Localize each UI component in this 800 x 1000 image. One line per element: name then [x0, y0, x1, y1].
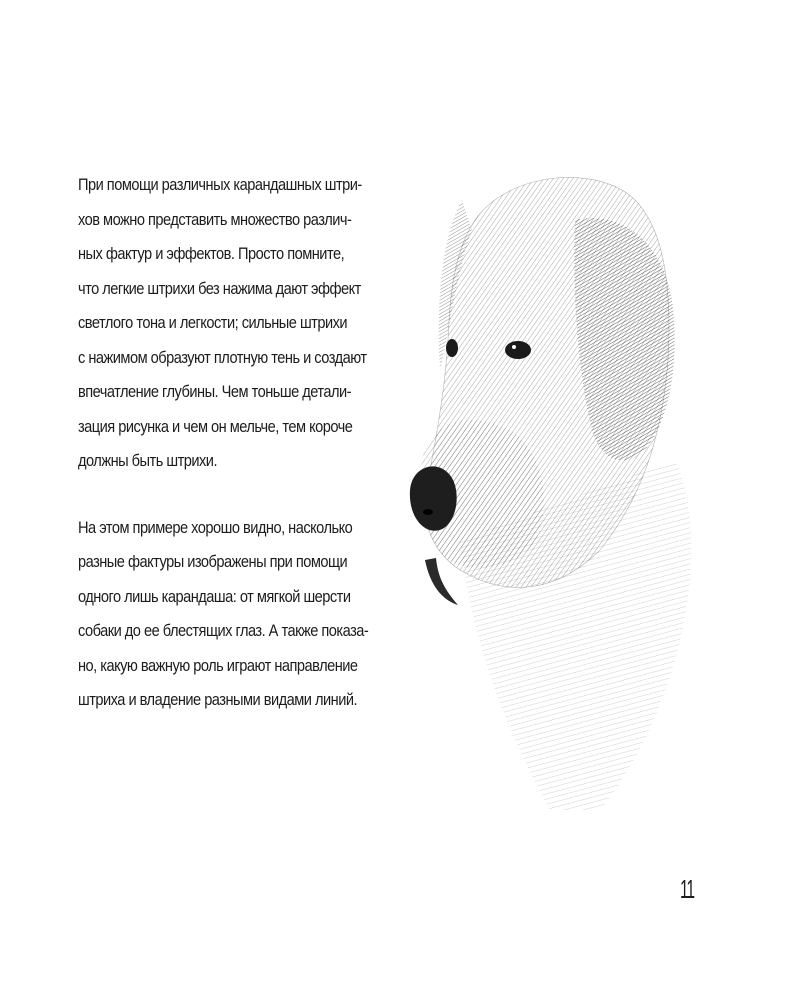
text-line: с нажимом образуют плотную тень и создают: [78, 347, 367, 367]
text-line: зация рисунка и чем он мельче, тем короче: [78, 416, 353, 436]
text-line: При помощи различных карандашных штри-: [78, 175, 362, 194]
text-line: разные фактуры изображены при помощи: [78, 552, 348, 571]
dog-left-eye: [446, 339, 458, 357]
text-line: ных фактур и эффектов. Просто помните,: [78, 244, 345, 263]
text-line: должны быть штрихи.: [78, 451, 218, 470]
text-line: впечатление глубины. Чем тоньше детали-: [78, 382, 352, 401]
dog-right-eye: [505, 341, 531, 359]
text-line: одного лишь карандаша: от мягкой шерсти: [78, 586, 351, 606]
dog-nose: [410, 466, 457, 530]
dog-portrait-illustration: [400, 160, 700, 830]
text-line: хов можно представить множество различ-: [78, 209, 352, 229]
dog-nostril: [423, 509, 433, 515]
text-line: На этом примере хорошо видно, насколько: [78, 517, 353, 537]
dog-eye-highlight: [512, 345, 516, 349]
text-line: но, какую важную роль играют направление: [78, 655, 358, 675]
page-number: 11: [680, 874, 694, 904]
text-line: штриха и владение разными видами линий.: [78, 690, 358, 709]
body-text: [78, 168, 388, 750]
text-line: что легкие штрихи без нажима дают эффект: [78, 278, 361, 298]
text-line: собаки до ее блестящих глаз. А также показа-: [78, 621, 369, 640]
paragraph-2: [78, 511, 388, 718]
text-line: светлого тона и легкости; сильные штрихи: [78, 313, 348, 332]
paragraph-1: [78, 168, 388, 479]
